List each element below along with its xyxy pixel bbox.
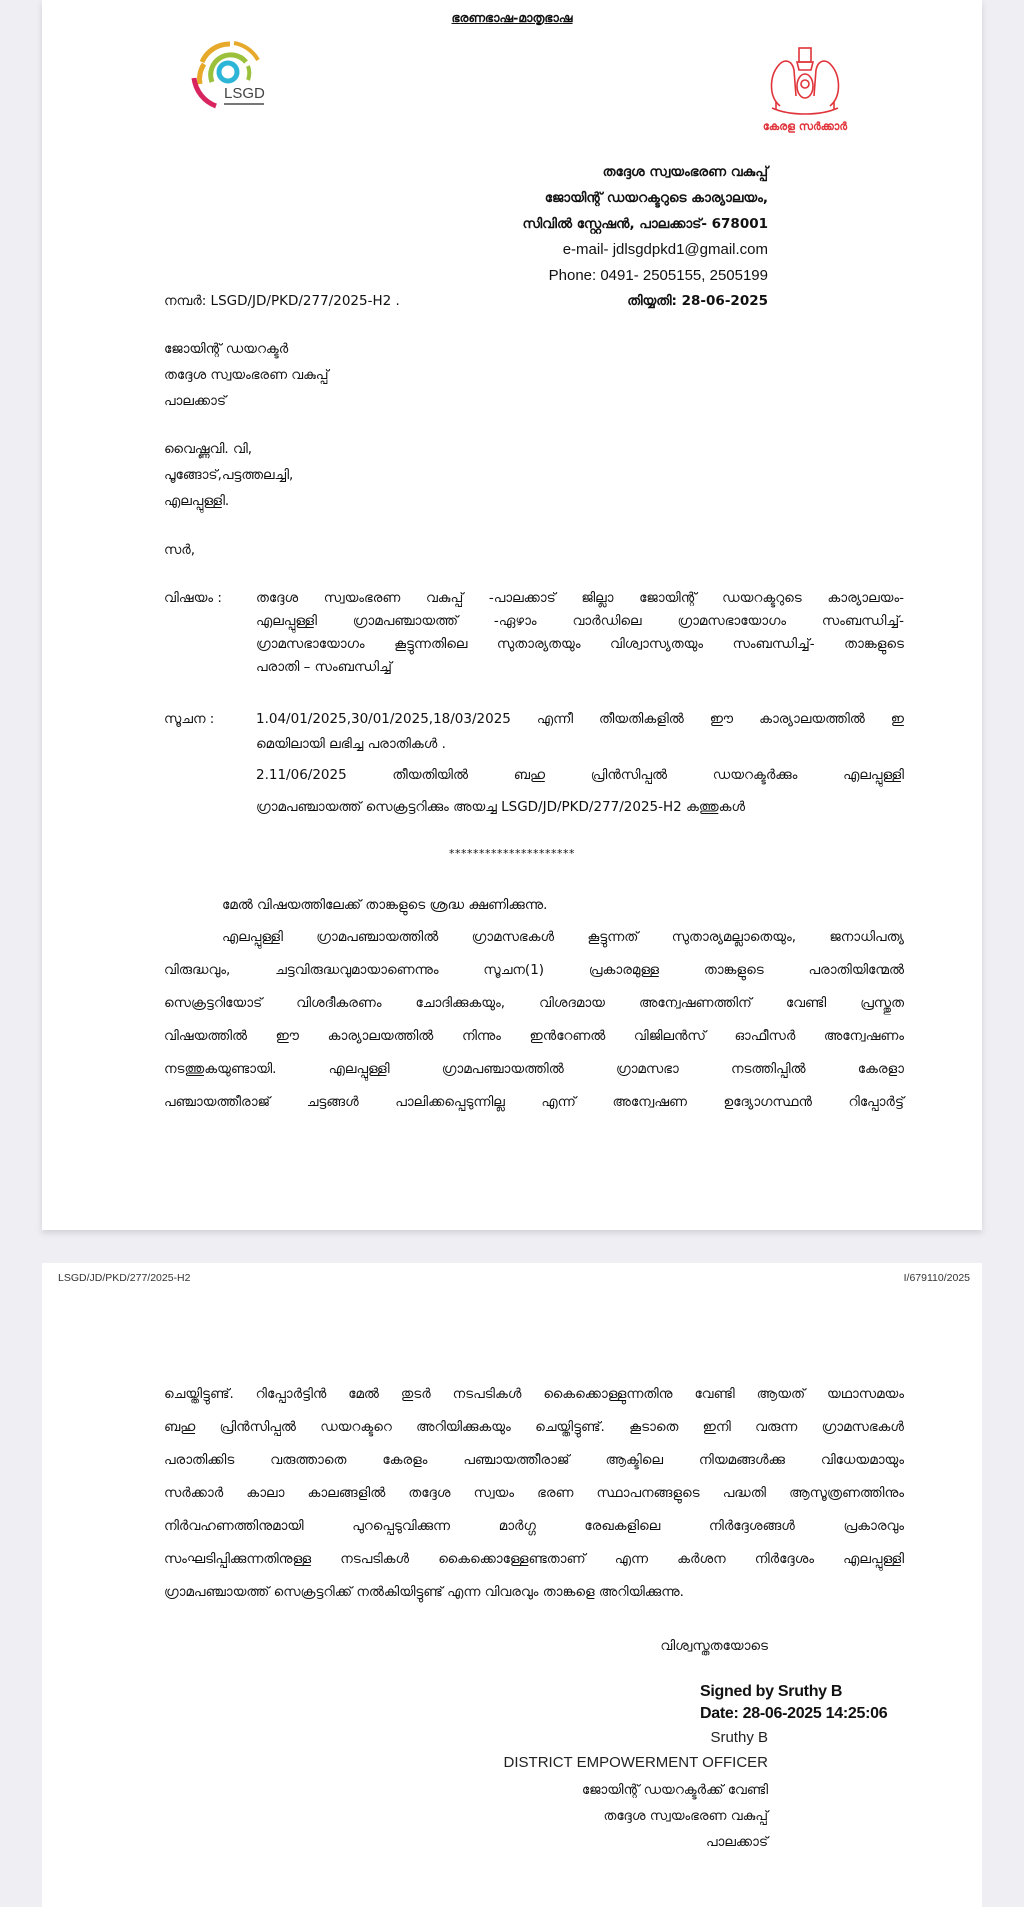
- digital-signature-date: Date: 28-06-2025 14:25:06: [700, 1705, 888, 1722]
- salutation: സർ,: [164, 542, 196, 558]
- footer-file-number: LSGD/JD/PKD/277/2025-H2: [58, 1272, 191, 1284]
- body-line-1: മേൽ വിഷയത്തിലേക്ക് താങ്കളുടെ ശ്രദ്ധ ക്ഷണിക്കുന്നു.: [222, 897, 548, 913]
- svg-text:കേരള സർക്കാർ: കേരള സർക്കാർ: [762, 120, 848, 133]
- subject-line-2: എലപ്പുള്ളി ഗ്രാമപഞ്ചായത്ത് -ഏഴാം വാർഡിലെ ഗ്രാമസഭായോഗം സംബന്ധിച്ച്-: [256, 613, 904, 629]
- to-line-1: വൈഷ്ണവി. വി,: [164, 441, 253, 457]
- subject-line-4: പരാതി – സംബന്ധിച്ച്: [256, 659, 392, 675]
- sender-address: സിവിൽ സ്റ്റേഷൻ, പാലക്കാട്- 678001: [522, 216, 768, 232]
- body-line-3: വിരുദ്ധവും, ചട്ടവിരുദ്ധവുമായാണെന്നും സൂചന(1) പ്രകാരമുള്ള താങ്കളുടെ പരാതിയിന്മേൽ: [164, 962, 904, 978]
- reference-line-4: ഗ്രാമപഞ്ചായത്ത് സെക്രട്ടറിക്കും അയച്ച LSGD/JD/PKD/277/2025-H2 കത്തുകൾ: [256, 799, 746, 815]
- from-line-1: ജോയിന്റ് ഡയറക്ടർ: [164, 341, 289, 357]
- p2-body-line-4: സർക്കാർ കാലാ കാലങ്ങളിൽ തദ്ദേശ സ്വയം ഭരണ സ്ഥാപനങ്ങളുടെ പദ്ധതി ആസൂത്രണത്തിനും: [164, 1485, 904, 1501]
- signatory-designation: DISTRICT EMPOWERMENT OFFICER: [503, 1754, 768, 1771]
- from-line-3: പാലക്കാട്: [164, 393, 227, 409]
- subject-label: വിഷയം :: [164, 590, 222, 606]
- svg-text:LSGD: LSGD: [224, 85, 265, 102]
- document-page-2: [42, 1263, 982, 1907]
- reference-line-2: മെയിലായി ലഭിച്ച പരാതികൾ .: [256, 736, 446, 752]
- letter-date: തിയ്യതി: 28-06-2025: [627, 293, 768, 309]
- lsgd-logo-icon: [190, 40, 280, 112]
- kerala-emblem-icon: [750, 36, 860, 136]
- signatory-place: പാലക്കാട്: [705, 1834, 768, 1850]
- sender-dept: തദ്ദേശ സ്വയംഭരണ വകുപ്പ്: [602, 164, 768, 180]
- footer-inward-number: I/679110/2025: [903, 1272, 970, 1284]
- reference-label: സൂചന :: [164, 711, 215, 727]
- p2-body-line-3: പരാതിക്കിട വരുത്താതെ കേരളം പഞ്ചായത്തീരാജ് ആക്ടിലെ നിയമങ്ങൾക്കു വിധേയമായും: [164, 1452, 904, 1468]
- body-line-4: സെക്രട്ടറിയോട് വിശദീകരണം ചോദിക്കുകയും, വിശദമായ അന്വേഷണത്തിന് വേണ്ടി പ്രസ്തുത: [164, 995, 904, 1011]
- subject-line-3: ഗ്രാമസഭായോഗം കൂട്ടുന്നതിലെ സുതാര്യതയും വിശ്വാസ്യതയും സംബന്ധിച്ച്- താങ്കളുടെ: [256, 636, 904, 652]
- separator: *********************: [449, 847, 575, 860]
- body-line-7: പഞ്ചായത്തീരാജ് ചട്ടങ്ങൾ പാലിക്കപ്പെടുന്നില്ല എന്ന് അന്വേഷണ ഉദ്യോഗസ്ഥൻ റിപ്പോർട്ട്: [164, 1094, 904, 1110]
- closing: വിശ്വസ്തതയോടെ: [660, 1638, 768, 1654]
- p2-body-line-1: ചെയ്തിട്ടുണ്ട്. റിപ്പോർട്ടിൻ മേൽ തുടർ നടപടികൾ കൈക്കൊള്ളുന്നതിനു വേണ്ടി ആയത് യഥാസമയം: [164, 1386, 904, 1402]
- p2-body-line-2: ബഹു പ്രിൻസിപ്പൽ ഡയറക്ടറെ അറിയിക്കുകയും ചെയ്തിട്ടുണ്ട്. കൂടാതെ ഇനി വരുന്ന ഗ്രാമസഭകൾ: [164, 1419, 904, 1435]
- document-page-1: [42, 0, 982, 1230]
- body-line-5: വിഷയത്തിൽ ഈ കാര്യാലയത്തിൽ നിന്നും ഇൻറേണൽ വിജിലൻസ് ഓഫീസർ അന്വേഷണം: [164, 1028, 904, 1044]
- to-line-2: പൂങ്ങോട്,പട്ടത്തലച്ചി,: [164, 467, 294, 483]
- header-title: ഭരണഭാഷ-മാതൃഭാഷ: [451, 10, 573, 25]
- reference-number: നമ്പർ: LSGD/JD/PKD/277/2025-H2 .: [164, 293, 400, 309]
- signatory-dept: തദ്ദേശ സ്വയംഭരണ വകുപ്പ്: [603, 1808, 768, 1824]
- signatory-name: Sruthy B: [710, 1729, 768, 1746]
- signatory-for: ജോയിന്റ് ഡയറക്ടർക്ക് വേണ്ടി: [581, 1782, 768, 1798]
- sender-email: e-mail- jdlsgdpkd1@gmail.com: [562, 241, 768, 258]
- subject-line-1: തദ്ദേശ സ്വയംഭരണ വകുപ്പ് -പാലക്കാട് ജില്ലാ ജോയിന്റ് ഡയറക്ടറുടെ കാര്യാലയം-: [256, 590, 904, 606]
- to-line-3: എലപ്പുള്ളി.: [164, 493, 230, 509]
- body-line-2: എലപ്പുള്ളി ഗ്രാമപഞ്ചായത്തിൽ ഗ്രാമസഭകൾ കൂട്ടുന്നത് സുതാര്യമല്ലാതെയും, ജനാധിപത്യ: [222, 929, 904, 945]
- sender-phone: Phone: 0491- 2505155, 2505199: [548, 267, 768, 284]
- reference-line-1: 1.04/01/2025,30/01/2025,18/03/2025 എന്നീ തീയതികളിൽ ഈ കാര്യാലയത്തിൽ ഇ: [256, 711, 904, 727]
- p2-body-line-6: സംഘടിപ്പിക്കുന്നതിനുള്ള നടപടികൾ കൈക്കൊള്ളേണ്ടതാണ് എന്ന കർശന നിർദ്ദേശം എലപ്പുള്ളി: [164, 1551, 904, 1567]
- from-line-2: തദ്ദേശ സ്വയംഭരണ വകുപ്പ്: [164, 367, 329, 383]
- p2-body-line-5: നിർവഹണത്തിനുമായി പുറപ്പെടുവിക്കുന്ന മാർഗ്ഗ രേഖകളിലെ നിർദ്ദേശങ്ങൾ പ്രകാരവും: [164, 1518, 904, 1534]
- digital-signature-name: Signed by Sruthy B: [700, 1683, 843, 1700]
- p2-body-line-7: ഗ്രാമപഞ്ചായത്ത് സെക്രട്ടറിക്ക് നൽകിയിട്ടുണ്ട് എന്ന വിവരവും താങ്കളെ അറിയിക്കുന്നു.: [164, 1584, 684, 1600]
- reference-line-3: 2.11/06/2025 തീയതിയിൽ ബഹു പ്രിൻസിപ്പൽ ഡയറക്ടർക്കും എലപ്പുള്ളി: [256, 767, 904, 783]
- body-line-6: നടത്തുകയുണ്ടായി. എലപ്പുള്ളി ഗ്രാമപഞ്ചായത്തിൽ ഗ്രാമസഭാ നടത്തിപ്പിൽ കേരളാ: [164, 1061, 904, 1077]
- sender-office: ജോയിന്റ് ഡയറക്ടറുടെ കാര്യാലയം,: [544, 190, 768, 206]
